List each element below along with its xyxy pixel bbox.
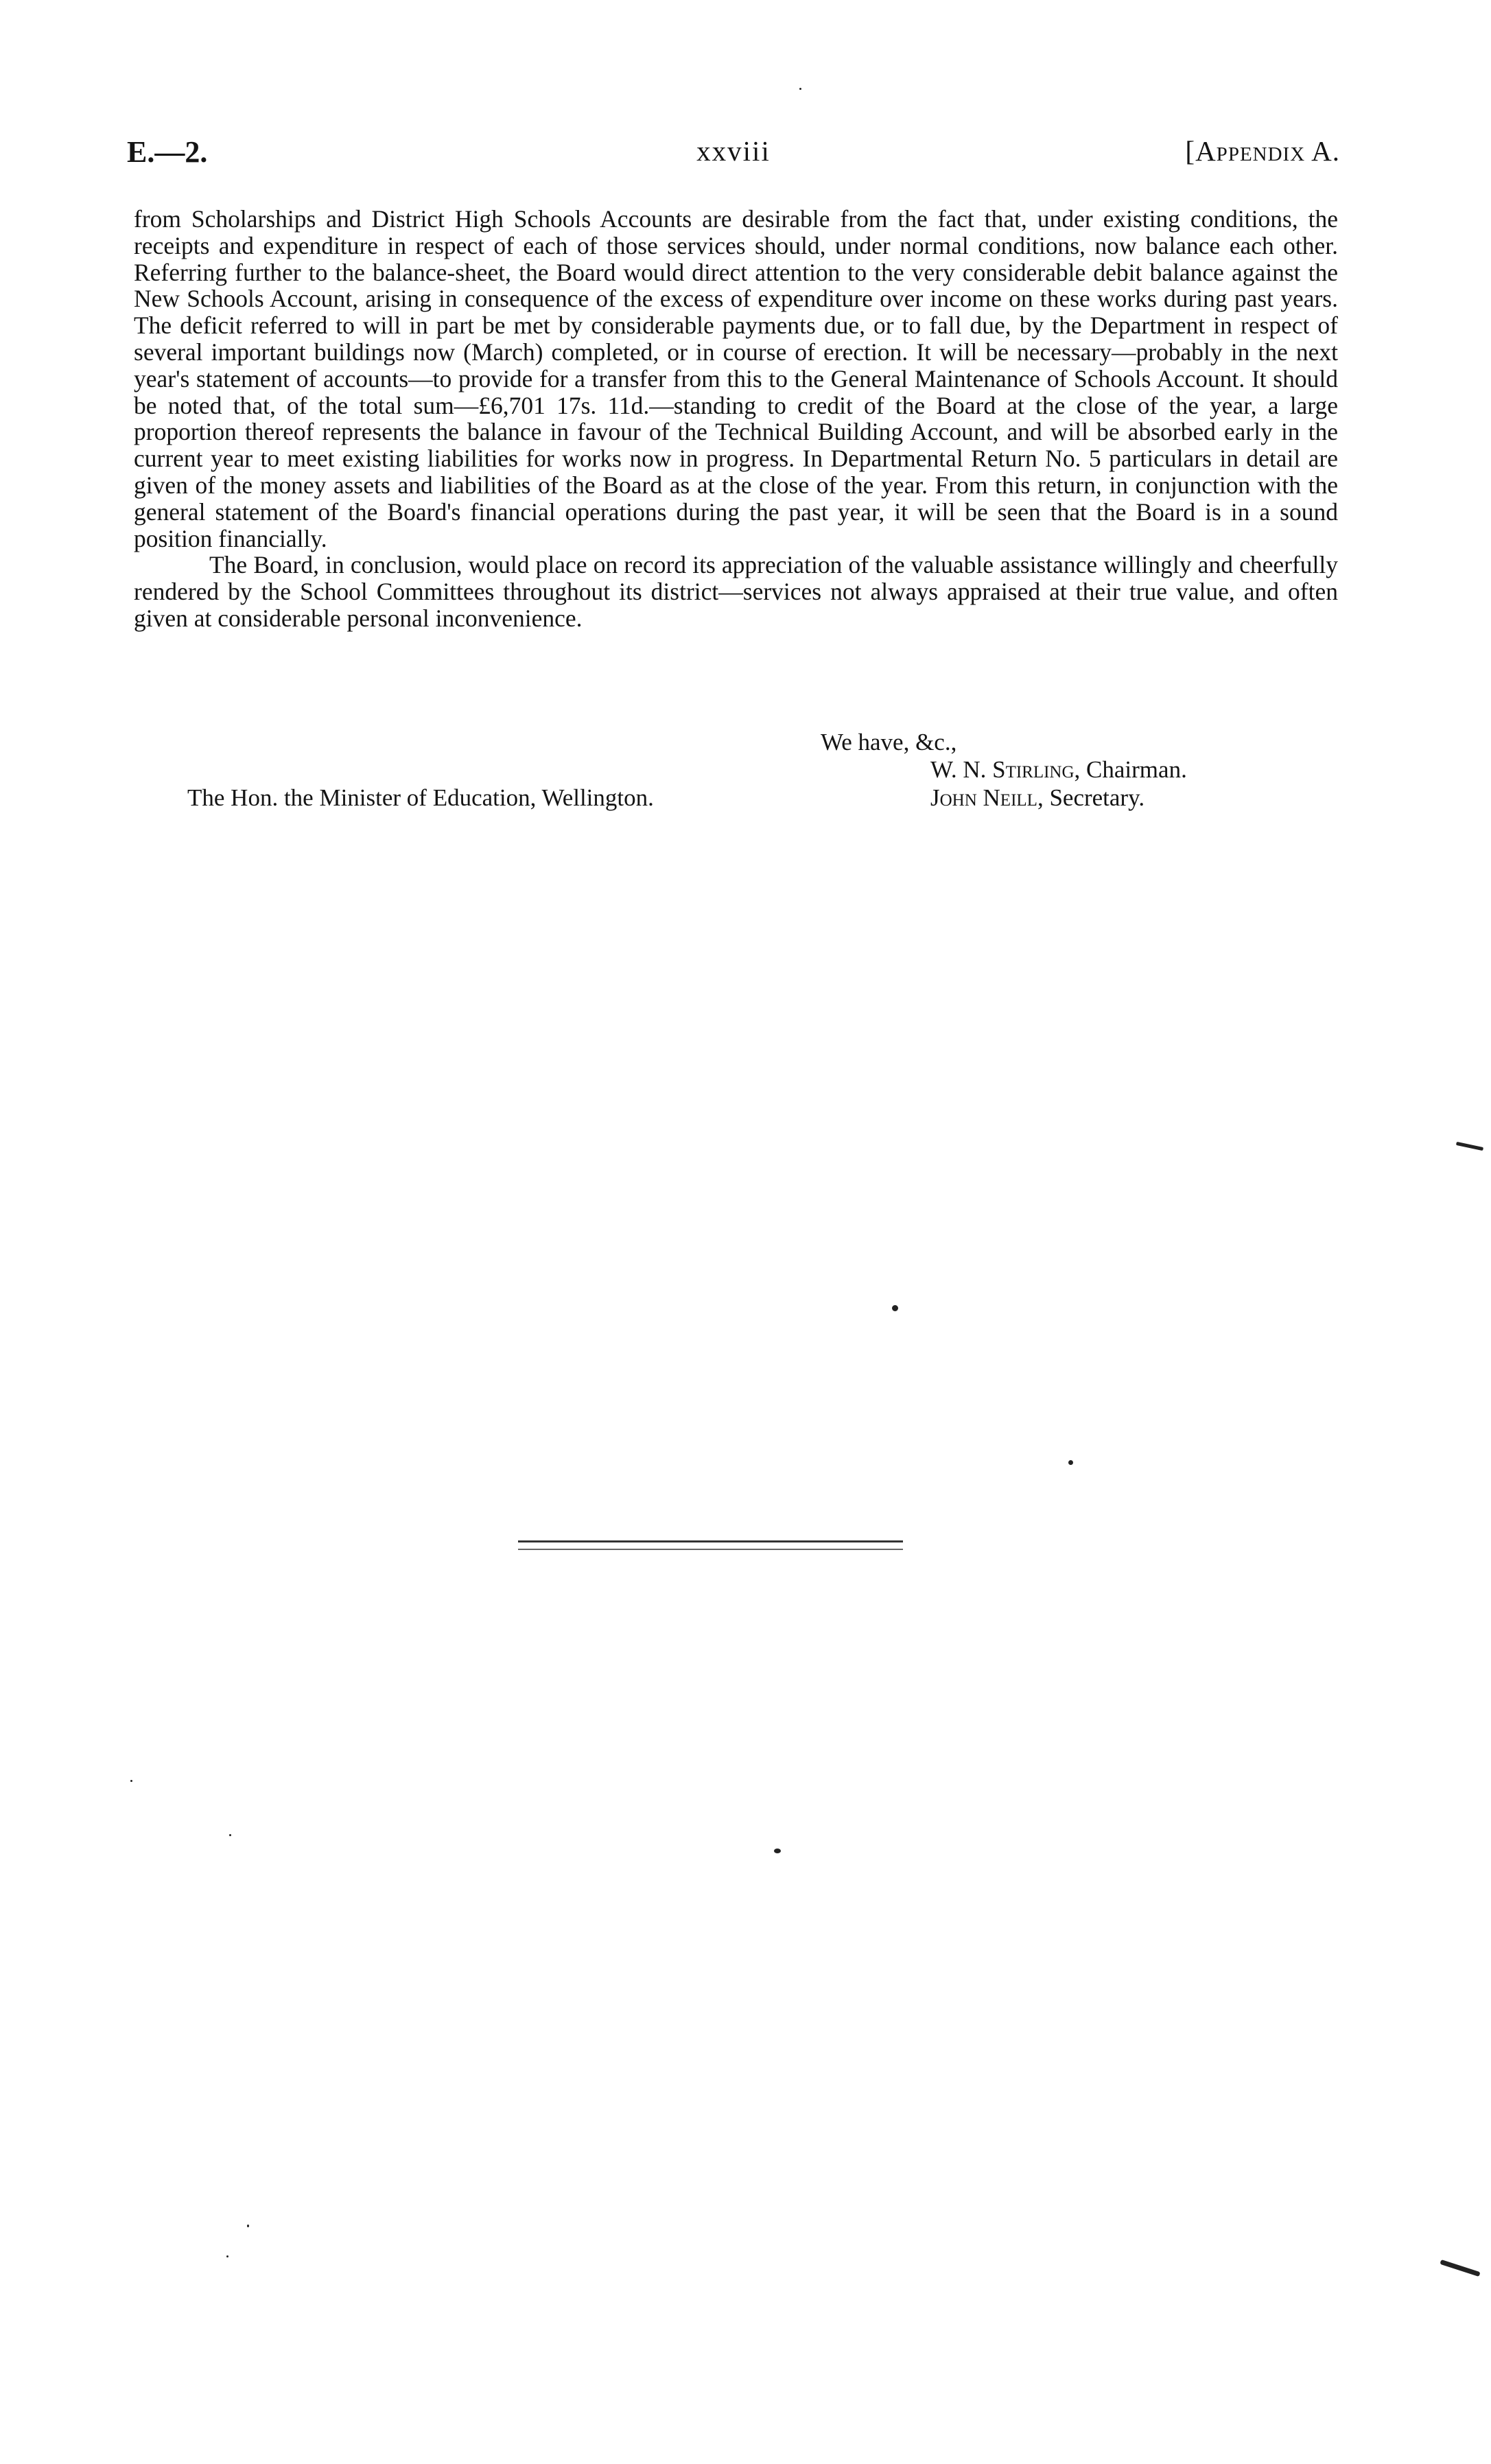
document-code: E.—2. [127, 135, 208, 169]
signature-secretary [930, 784, 1144, 812]
scan-speck [226, 2255, 228, 2257]
chairman-name: W. N. Stirling, [930, 756, 1081, 783]
signature-chairman [930, 756, 1187, 784]
closing-salutation: We have, &c., [821, 729, 957, 755]
scan-speck [799, 88, 801, 90]
scan-speck [1456, 1142, 1483, 1151]
page-header [127, 134, 1340, 176]
section-divider-rule [518, 1540, 903, 1550]
chairman-title: Chairman. [1086, 756, 1187, 783]
scan-speck [1440, 2260, 1480, 2277]
appendix-label: [Appendix A. [1185, 135, 1340, 167]
scan-speck [1068, 1460, 1073, 1465]
scan-speck [247, 2225, 249, 2227]
body-text [134, 206, 1338, 632]
paragraph-conclusion: The Board, in conclusion, would place on record its appreciation of the valuable assistance willingly and cheerfully rendered by the School Committees throughout its district—services not always appraised at their true value, and often given at considerable personal inconvenience. [134, 551, 1338, 632]
secretary-name: John Neill, [930, 784, 1044, 811]
scan-speck [892, 1305, 898, 1311]
scan-speck [130, 1780, 132, 1782]
secretary-title: Secretary. [1049, 784, 1145, 811]
page-number: xxviii [696, 135, 771, 167]
scan-speck [229, 1834, 231, 1836]
scan-speck [774, 1849, 781, 1853]
paragraph-financial: from Scholarships and District High Schools Accounts are desirable from the fact that, under existing conditions, the receipts and expenditure in respect of each of those services should, under normal conditions, now balance each other. Referring further to the balance-sheet, the Board would direct attention to the very considerable debit balance against the New Schools Account, arising in consequence of the excess of expenditure over income on these works during past years. The deficit referred to will in part be met by considerable payments due, or to fall due, by the Department in respect of several important buildings now (March) completed, or in course of erection. It will be necessary—probably in the next year's statement of accounts—to provide for a transfer from this to the General Maintenance of Schools Account. It should be noted that, of the total sum—£6,701 17s. 11d.—standing to credit of the Board at the close of the year, a large proportion thereof represents the balance in favour of the Technical Building Account, and will be absorbed early in the current year to meet existing liabilities for works now in progress. In Departmental Return No. 5 particulars in detail are given of the money assets and liabilities of the Board as at the close of the year. From this return, in conjunction with the general statement of the Board's financial operations during the past year, it will be seen that the Board is in a sound position financially. [134, 205, 1338, 552]
addressee: The Hon. the Minister of Education, Wellington. [187, 784, 654, 811]
